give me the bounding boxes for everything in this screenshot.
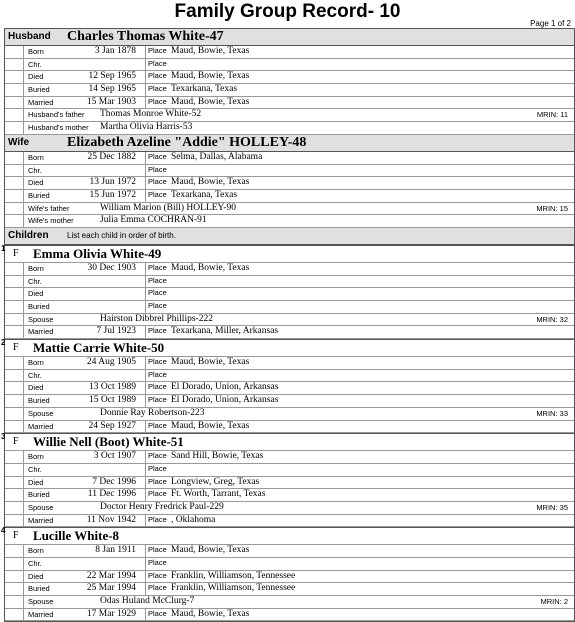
- child-header: [1, 338, 574, 357]
- row-divider: [145, 464, 146, 476]
- place-label: Place: [148, 608, 167, 618]
- relation-label: Husband's mother: [28, 123, 89, 133]
- event-date: 11 Dec 1996: [87, 489, 136, 500]
- relation-name: Donnie Ray Robertson-223: [100, 407, 205, 418]
- row-divider: [145, 301, 146, 313]
- event-place: Ft. Worth, Tarrant, Texas: [171, 489, 266, 500]
- row-left-rule: [23, 59, 24, 71]
- place-label: Place: [148, 489, 167, 499]
- mrin-number: MRIN: 32: [536, 314, 568, 324]
- event-label: Chr.: [28, 559, 42, 568]
- row-left-rule: [23, 609, 24, 621]
- event-date: 24 Sep 1927: [88, 420, 136, 431]
- row-left-rule: [23, 558, 24, 570]
- relation-label: Spouse: [28, 502, 54, 512]
- husband-header: [5, 29, 574, 46]
- event-place: Texarkana, Miller, Arkansas: [171, 326, 279, 337]
- event-place: Maud, Bowie, Texas: [171, 608, 250, 619]
- event-date: 3 Oct 1907: [93, 451, 136, 462]
- event-label: Buried: [28, 396, 50, 406]
- relation-name: William Marion (Bill) HOLLEY-90: [100, 202, 237, 213]
- relation-label: Spouse: [28, 597, 54, 607]
- row-left-rule: [23, 545, 24, 557]
- person-name: Elizabeth Azeline "Addie" HOLLEY-48: [67, 134, 307, 150]
- event-label: Born: [28, 152, 44, 162]
- event-date: 25 Dec 1882: [87, 151, 136, 162]
- place-label: Place: [148, 382, 167, 392]
- event-date: 11 Nov 1942: [86, 514, 136, 525]
- event-label: Chr.: [28, 165, 42, 175]
- row-left-rule: [23, 122, 24, 134]
- row-left-rule: [23, 515, 24, 527]
- row-divider: [145, 46, 146, 58]
- event-place: Maud, Bowie, Texas: [171, 357, 250, 368]
- children-label: Children: [8, 229, 49, 241]
- event-row: [5, 489, 574, 502]
- row-divider: [145, 276, 146, 288]
- row-left-rule: [23, 408, 24, 420]
- mother-row: [5, 122, 574, 135]
- event-place: El Dorado, Union, Arkansas: [171, 395, 279, 406]
- event-place: Maud, Bowie, Texas: [171, 46, 250, 56]
- row-left-rule: [23, 165, 24, 177]
- event-date: 3 Jan 1878: [94, 46, 136, 56]
- row-left-rule: [23, 571, 24, 583]
- event-date: 30 Dec 1903: [87, 262, 136, 273]
- event-row: [5, 464, 574, 477]
- place-label: Place: [148, 58, 167, 68]
- relation-name: Julia Emma COCHRAN-91: [100, 215, 207, 226]
- event-date: 13 Oct 1989: [89, 382, 136, 393]
- place-label: Place: [148, 71, 167, 81]
- relation-name: Doctor Henry Fredrick Paul-229: [100, 501, 224, 512]
- row-left-rule: [23, 46, 24, 58]
- row-left-rule: [23, 502, 24, 514]
- row-left-rule: [23, 71, 24, 83]
- child-sex: F: [13, 247, 19, 259]
- person-name: Charles Thomas White-47: [67, 29, 224, 44]
- event-date: 14 Sep 1965: [88, 84, 136, 95]
- relation-name: Odas Huland McClurg-7: [100, 596, 195, 607]
- row-left-rule: [23, 489, 24, 501]
- event-label: Died: [28, 289, 44, 299]
- child-header: [1, 243, 574, 263]
- row-divider: [145, 451, 146, 463]
- event-place: Maud, Bowie, Texas: [171, 420, 250, 431]
- event-date: 7 Jul 1923: [96, 326, 136, 337]
- row-divider: [145, 382, 146, 394]
- event-label: Born: [28, 47, 44, 56]
- row-divider: [145, 545, 146, 557]
- row-left-rule: [23, 357, 24, 369]
- event-label: Married: [28, 609, 54, 619]
- relation-name: Martha Olivia Harris-53: [100, 122, 193, 133]
- event-date: 15 Mar 1903: [86, 96, 136, 107]
- place-label: Place: [148, 275, 167, 285]
- event-row: [5, 326, 574, 339]
- place-label: Place: [148, 189, 167, 199]
- event-place: Franklin, Williamson, Tennessee: [171, 583, 296, 594]
- event-place: Maud, Bowie, Texas: [171, 177, 250, 188]
- mother-row: [5, 215, 574, 228]
- father-row: [5, 203, 574, 216]
- event-date: 15 Oct 1989: [89, 395, 136, 406]
- row-divider: [145, 571, 146, 583]
- place-label: Place: [148, 369, 167, 379]
- mrin-number: MRIN: 11: [536, 110, 568, 120]
- relation-name: Thomas Monroe White-52: [100, 109, 202, 120]
- event-place: Texarkana, Texas: [171, 189, 238, 200]
- row-left-rule: [23, 84, 24, 96]
- row-divider: [145, 263, 146, 275]
- event-row: [5, 515, 574, 528]
- event-label: Buried: [28, 302, 50, 311]
- event-row: [5, 84, 574, 97]
- event-date: 22 Mar 1994: [86, 570, 136, 581]
- child-header: [1, 432, 574, 451]
- role-label: Wife: [8, 136, 30, 148]
- event-label: Buried: [28, 490, 50, 500]
- event-place: Selma, Dallas, Alabama: [171, 151, 263, 162]
- row-left-rule: [23, 152, 24, 164]
- event-date: 12 Sep 1965: [88, 71, 136, 82]
- event-label: Born: [28, 452, 44, 462]
- event-label: Married: [28, 327, 54, 337]
- event-row: [5, 451, 574, 464]
- wife-header: [5, 135, 574, 152]
- place-label: Place: [148, 326, 167, 336]
- event-row: [5, 301, 574, 314]
- row-left-rule: [23, 97, 24, 109]
- event-row: [5, 370, 574, 383]
- event-label: Buried: [28, 190, 50, 200]
- child-name: Willie Nell (Boot) White-51: [33, 434, 184, 450]
- event-row: [5, 357, 574, 370]
- row-left-rule: [23, 464, 24, 476]
- mrin-number: MRIN: 15: [536, 203, 568, 213]
- place-label: Place: [148, 558, 167, 567]
- event-date: 13 Jun 1972: [89, 177, 136, 188]
- event-row: [5, 71, 574, 84]
- relation-label: Spouse: [28, 408, 54, 418]
- event-row: [5, 382, 574, 395]
- row-divider: [145, 152, 146, 164]
- place-label: Place: [148, 262, 167, 272]
- row-divider: [145, 59, 146, 71]
- row-left-rule: [23, 177, 24, 189]
- event-label: Married: [28, 515, 54, 525]
- event-date: 25 Mar 1994: [86, 583, 136, 594]
- child-header: [1, 526, 574, 545]
- children-header: [5, 228, 574, 245]
- place-label: Place: [148, 476, 167, 486]
- place-label: Place: [148, 151, 167, 161]
- event-place: Longview, Greg, Texas: [171, 476, 260, 487]
- row-left-rule: [23, 276, 24, 288]
- row-divider: [145, 190, 146, 202]
- event-row: [5, 583, 574, 596]
- place-label: Place: [148, 301, 167, 310]
- event-place: , Oklahoma: [171, 514, 216, 525]
- event-label: Born: [28, 358, 44, 368]
- event-row: [5, 288, 574, 301]
- row-left-rule: [23, 301, 24, 313]
- event-row: [5, 177, 574, 190]
- mrin-number: MRIN: 35: [536, 502, 568, 512]
- event-place: Sand Hill, Bowie, Texas: [171, 451, 264, 462]
- row-left-rule: [23, 477, 24, 489]
- row-divider: [145, 583, 146, 595]
- row-left-rule: [23, 370, 24, 382]
- child-name: Emma Olivia White-49: [33, 245, 162, 261]
- event-date: 17 Mar 1929: [86, 608, 136, 619]
- event-row: [5, 395, 574, 408]
- row-divider: [145, 84, 146, 96]
- children-note: List each child in order of birth.: [67, 230, 176, 240]
- row-left-rule: [23, 203, 24, 215]
- place-label: Place: [148, 514, 167, 524]
- relation-name: Hairston Dibbrel Phillips-222: [100, 313, 213, 324]
- event-row: [5, 545, 574, 558]
- row-left-rule: [23, 314, 24, 326]
- row-left-rule: [23, 395, 24, 407]
- row-divider: [145, 421, 146, 433]
- row-left-rule: [23, 451, 24, 463]
- child-name: Mattie Carrie White-50: [33, 340, 165, 356]
- place-label: Place: [148, 395, 167, 405]
- event-date: 7 Dec 1996: [92, 476, 136, 487]
- place-label: Place: [148, 46, 167, 55]
- row-left-rule: [23, 326, 24, 338]
- row-left-rule: [23, 596, 24, 608]
- event-label: Died: [28, 571, 44, 581]
- event-row: [5, 571, 574, 584]
- event-label: Married: [28, 421, 54, 431]
- row-divider: [145, 515, 146, 527]
- place-label: Place: [148, 357, 167, 367]
- event-row: [5, 190, 574, 203]
- place-label: Place: [148, 164, 167, 174]
- event-place: El Dorado, Union, Arkansas: [171, 382, 279, 393]
- event-label: Died: [28, 178, 44, 188]
- row-divider: [145, 558, 146, 570]
- child-sex: F: [13, 530, 19, 542]
- event-row: [5, 421, 574, 434]
- page-title: Family Group Record- 10: [174, 1, 401, 22]
- event-date: 8 Jan 1911: [95, 545, 136, 556]
- child-number: 4: [1, 526, 6, 536]
- row-divider: [145, 477, 146, 489]
- row-left-rule: [23, 421, 24, 433]
- child-sex: F: [13, 342, 19, 354]
- row-left-rule: [23, 190, 24, 202]
- event-row: [5, 263, 574, 276]
- event-label: Married: [28, 97, 54, 107]
- event-label: Born: [28, 546, 44, 556]
- family-group-sheet: [1, 28, 575, 622]
- event-label: Died: [28, 477, 44, 487]
- row-divider: [145, 357, 146, 369]
- event-label: Chr.: [28, 276, 42, 286]
- place-label: Place: [148, 96, 167, 106]
- spouse-row: [5, 408, 574, 421]
- event-row: [5, 97, 574, 110]
- relation-label: Husband's father: [28, 110, 85, 120]
- event-label: Buried: [28, 85, 50, 95]
- event-place: Franklin, Williamson, Tennessee: [171, 570, 296, 581]
- event-place: Maud, Bowie, Texas: [171, 262, 250, 273]
- child-number: 1: [1, 243, 6, 253]
- event-row: [5, 165, 574, 178]
- child-number: 3: [1, 432, 6, 442]
- event-label: Chr.: [28, 464, 42, 474]
- place-label: Place: [148, 463, 167, 473]
- event-label: Born: [28, 263, 44, 273]
- row-divider: [145, 97, 146, 109]
- mrin-number: MRIN: 33: [536, 408, 568, 418]
- event-date: 15 Jun 1972: [89, 189, 136, 200]
- row-left-rule: [23, 288, 24, 300]
- row-divider: [145, 177, 146, 189]
- event-place: Maud, Bowie, Texas: [171, 96, 250, 107]
- spouse-row: [5, 502, 574, 515]
- row-divider: [145, 165, 146, 177]
- relation-label: Wife's father: [28, 203, 70, 213]
- event-row: [5, 558, 574, 571]
- place-label: Place: [148, 177, 167, 187]
- father-row: [5, 109, 574, 122]
- event-place: Maud, Bowie, Texas: [171, 545, 250, 556]
- child-number: 2: [1, 338, 6, 348]
- child-sex: F: [13, 436, 19, 448]
- spouse-row: [5, 314, 574, 327]
- mrin-number: MRIN: 2: [540, 597, 568, 607]
- event-row: [5, 477, 574, 490]
- event-row: [5, 609, 574, 622]
- event-row: [5, 276, 574, 289]
- event-label: Died: [28, 72, 44, 82]
- row-divider: [145, 609, 146, 621]
- row-left-rule: [23, 215, 24, 227]
- place-label: Place: [148, 451, 167, 461]
- event-label: Buried: [28, 584, 50, 594]
- row-left-rule: [23, 382, 24, 394]
- row-divider: [145, 326, 146, 338]
- event-label: Chr.: [28, 370, 42, 380]
- row-left-rule: [23, 583, 24, 595]
- spouse-row: [5, 596, 574, 609]
- row-divider: [145, 288, 146, 300]
- row-left-rule: [23, 109, 24, 121]
- place-label: Place: [148, 288, 167, 298]
- row-divider: [145, 395, 146, 407]
- row-divider: [145, 71, 146, 83]
- child-name: Lucille White-8: [33, 528, 120, 544]
- relation-label: Spouse: [28, 314, 54, 324]
- event-place: Texarkana, Texas: [171, 84, 238, 95]
- place-label: Place: [148, 545, 167, 555]
- role-label: Husband: [8, 31, 51, 42]
- page-number: Page 1 of 2: [530, 19, 571, 28]
- event-row: [5, 59, 574, 72]
- event-row: [5, 46, 574, 59]
- place-label: Place: [148, 420, 167, 430]
- row-left-rule: [23, 263, 24, 275]
- event-label: Died: [28, 383, 44, 393]
- relation-label: Wife's mother: [28, 216, 74, 226]
- place-label: Place: [148, 583, 167, 593]
- event-date: 24 Aug 1905: [86, 357, 136, 368]
- event-row: [5, 152, 574, 165]
- place-label: Place: [148, 570, 167, 580]
- event-place: Maud, Bowie, Texas: [171, 71, 250, 82]
- place-label: Place: [148, 84, 167, 94]
- row-divider: [145, 370, 146, 382]
- event-label: Chr.: [28, 59, 42, 69]
- row-divider: [145, 489, 146, 501]
